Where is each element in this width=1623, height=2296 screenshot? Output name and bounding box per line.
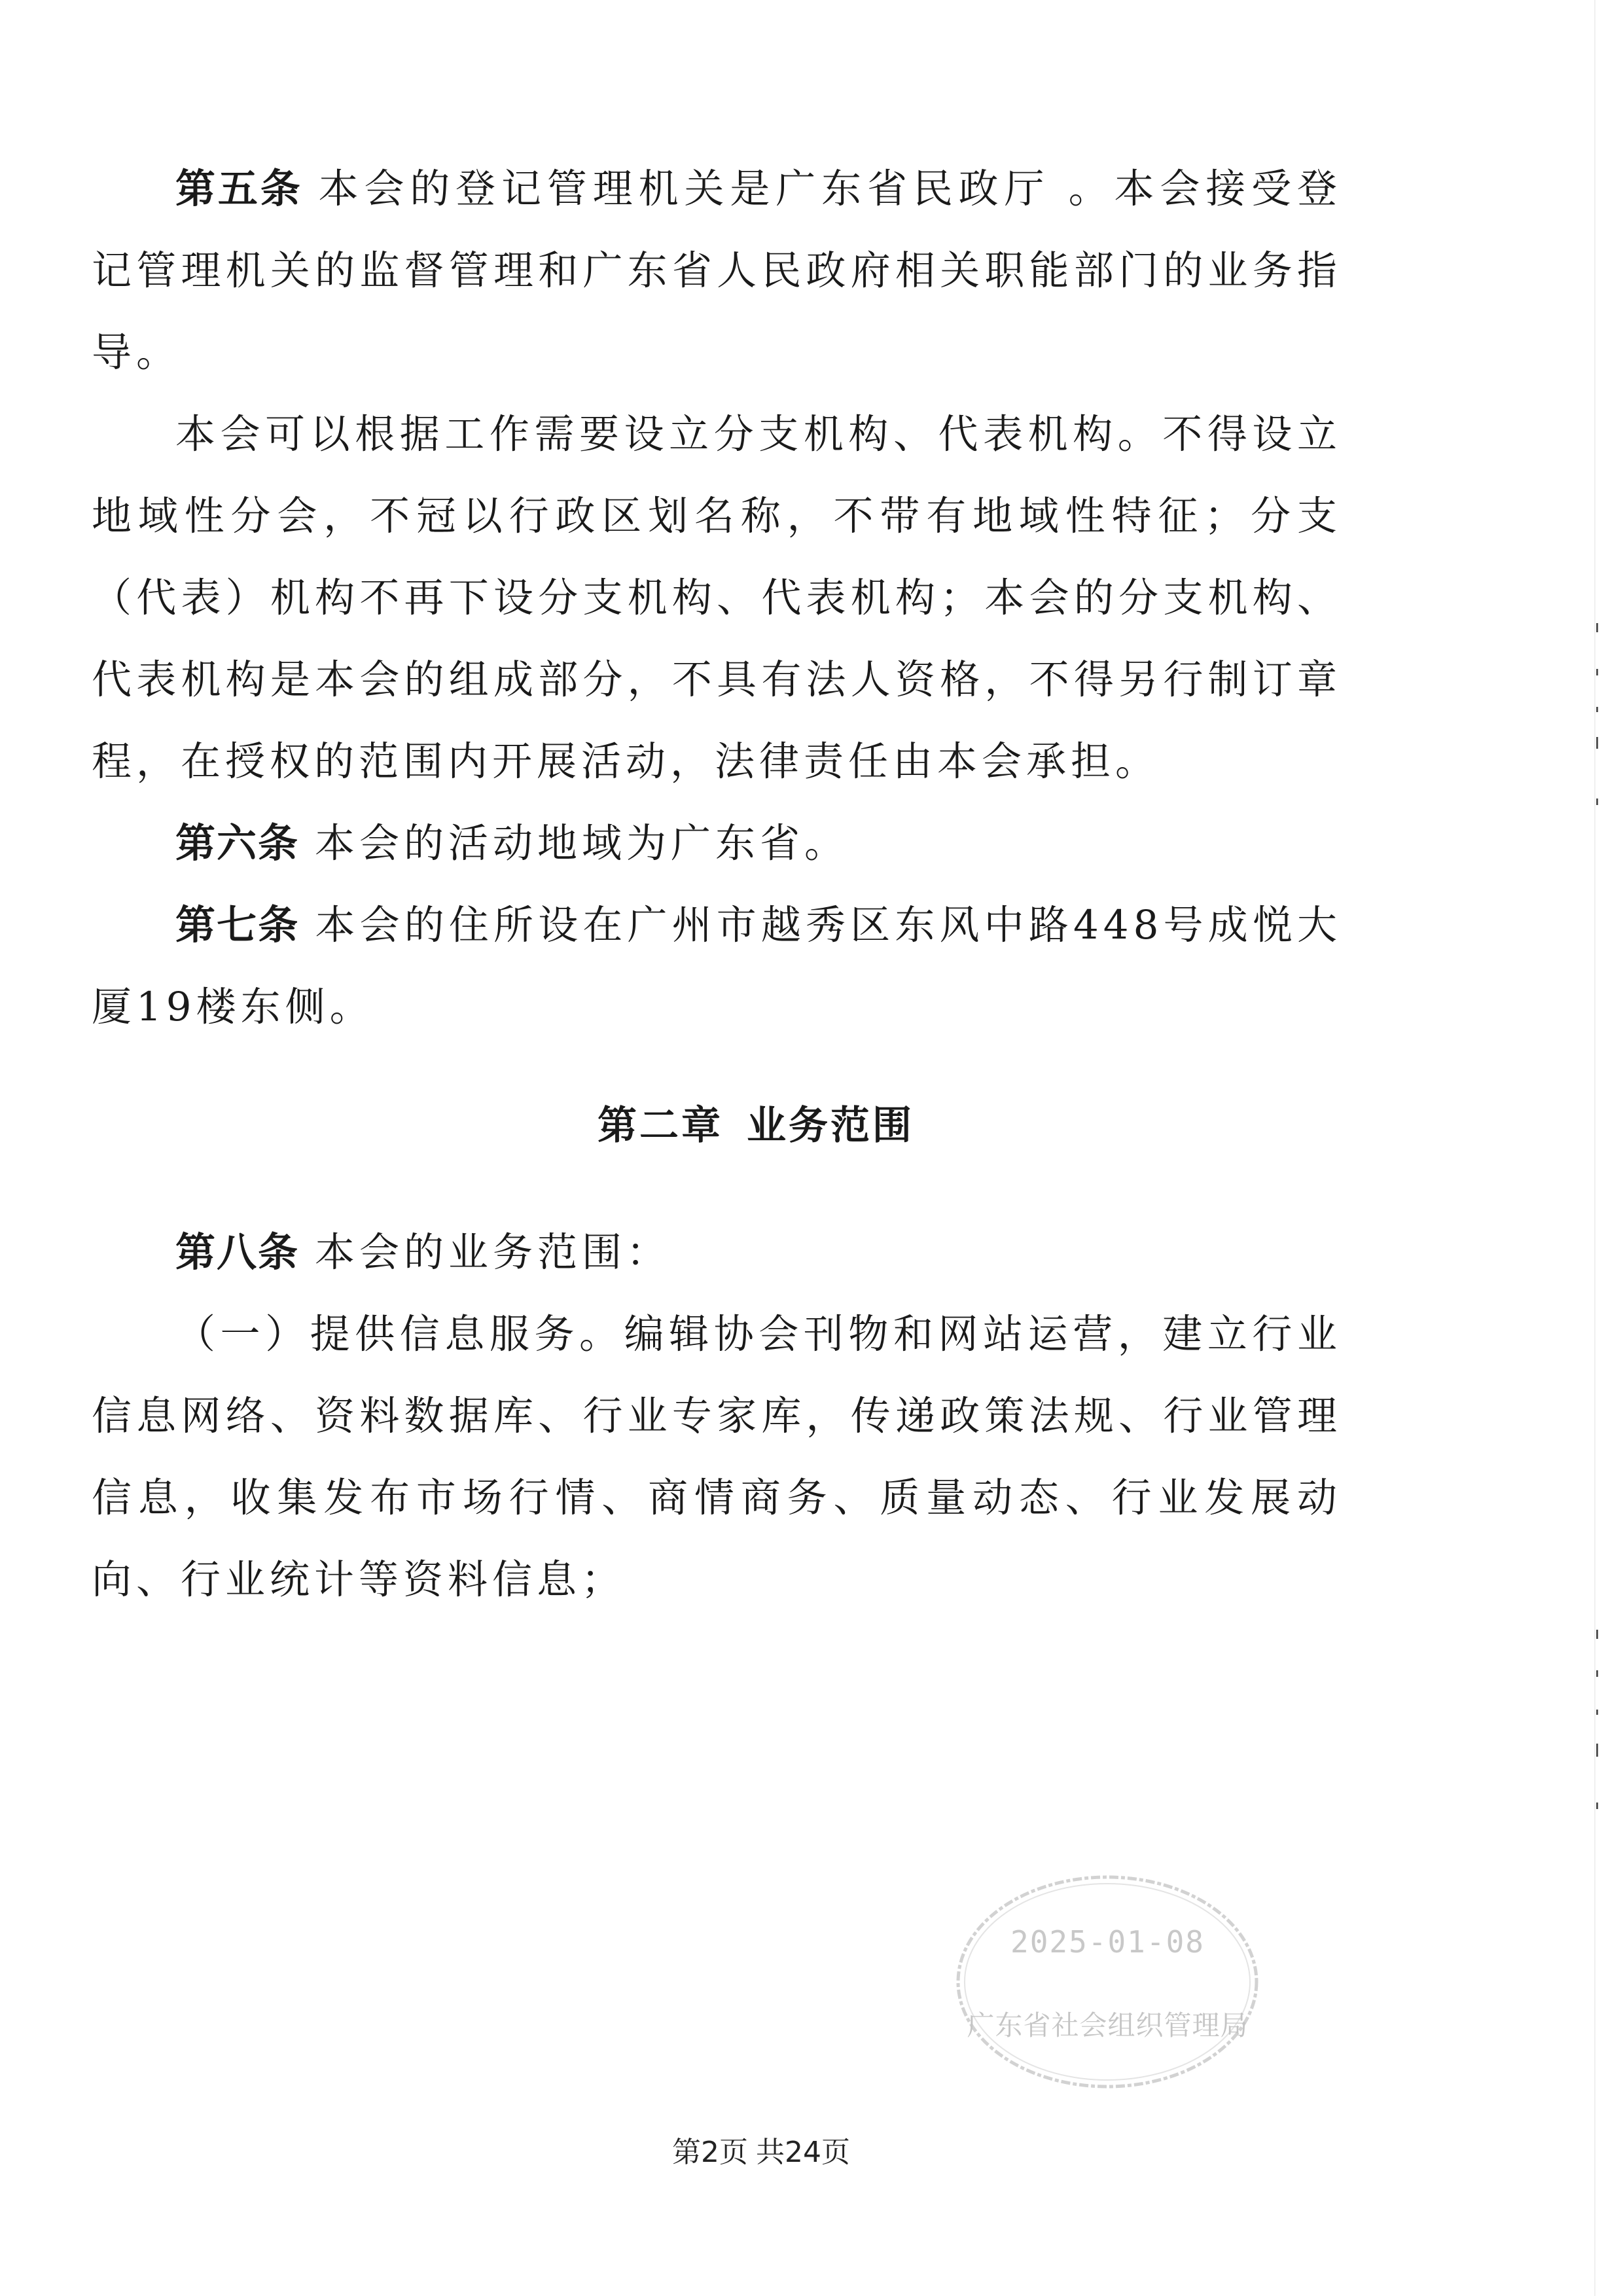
scan-tick xyxy=(1596,798,1598,805)
page-number: 第2页 xyxy=(672,2136,748,2169)
article-5 xyxy=(92,148,1342,393)
stamp-organization: 广东省社会组织管理局 xyxy=(967,2009,1249,2041)
article-5-heading: 第五条 xyxy=(175,166,303,212)
article-6-heading: 第六条 xyxy=(175,820,300,867)
article-8-item-1: （一）提供信息服务。编辑协会刊物和网站运营，建立行业信息网络、资料数据库、行业专家库，传递政策法规、行业管理信息，收集发布市场行情、商情商务、质量动态、行业发展动向、行业统计等资料信息； xyxy=(92,1311,1342,1603)
scan-tick xyxy=(1596,669,1598,675)
article-6 xyxy=(92,802,1342,884)
article-8-text: 本会的业务范围： xyxy=(315,1229,671,1276)
articles-section-bottom xyxy=(92,1211,1342,1621)
scan-tick xyxy=(1596,707,1598,712)
scan-tick xyxy=(1596,623,1598,632)
scan-edge-marks xyxy=(1571,0,1623,2296)
scan-tick xyxy=(1596,737,1598,749)
chapter-title xyxy=(0,1094,1512,1151)
article-5-paragraph-2: 本会可以根据工作需要设立分支机构、代表机构。不得设立地域性分会，不冠以行政区划名称，不带有地域性特征；分支（代表）机构不再下设分支机构、代表机构；本会的分支机构、代表机构是本会的组成部分，不具有法人资格，不得另行制订章程，在授权的范围内开展活动，法律责任由本会承担。 xyxy=(92,411,1342,785)
scan-tick xyxy=(1596,1670,1598,1677)
scan-tick xyxy=(1596,1744,1598,1757)
article-7-text: 本会的住所设在广州市越秀区东风中路448号成悦大厦19楼东侧。 xyxy=(92,902,1342,1030)
page-total: 共24页 xyxy=(756,2136,850,2169)
scan-edge-line xyxy=(1594,0,1596,2296)
stamp-outline-icon xyxy=(952,1871,1263,2093)
scan-tick xyxy=(1596,1710,1598,1715)
article-8-heading: 第八条 xyxy=(175,1229,300,1276)
article-8 xyxy=(92,1211,1342,1293)
article-7-heading: 第七条 xyxy=(175,902,300,948)
page-footer xyxy=(0,2128,1522,2170)
chapter-number: 第二章 xyxy=(597,1103,723,1149)
article-5-text: 本会的登记管理机关是广东省民政厅 。本会接受登记管理机关的监督管理和广东省人民政府相关职能部门的业务指导。 xyxy=(92,166,1342,376)
date-stamp xyxy=(952,1871,1263,2093)
chapter-name: 业务范围 xyxy=(747,1103,914,1149)
scan-tick xyxy=(1596,1630,1598,1639)
articles-section-top xyxy=(92,148,1342,1048)
scan-tick xyxy=(1596,1803,1598,1809)
stamp-date: 2025-01-08 xyxy=(1010,1924,1205,1960)
article-7 xyxy=(92,884,1342,1048)
article-6-text: 本会的活动地域为广东省。 xyxy=(315,820,849,867)
